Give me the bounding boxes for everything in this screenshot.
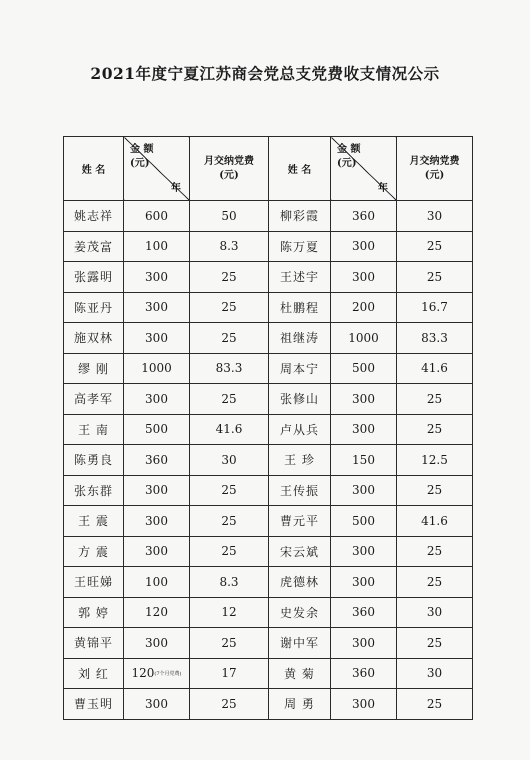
name-cell-text: 施双林 [73,331,113,346]
table-row [64,414,473,445]
monthly-fee-cell-text: 41.6 [421,513,448,528]
name-cell-text: 祖继涛 [279,331,319,346]
name-cell-text: 郭 婷 [78,605,109,620]
amount-cell [331,536,397,567]
name-cell [269,323,331,354]
monthly-fee-cell [190,597,269,628]
table-row [64,353,473,384]
monthly-fee-cell-text: 8.3 [219,574,239,589]
amount-cell-text: 300 [352,483,375,498]
amount-cell [124,353,190,384]
name-cell-text: 黄 菊 [284,666,315,681]
monthly-fee-cell [190,353,269,384]
monthly-fee-cell [397,567,473,598]
name-cell-text: 王旺娣 [73,575,113,590]
amount-cell-text: 300 [145,391,168,406]
monthly-fee-cell [397,231,473,262]
monthly-fee-cell-text: 30 [426,666,443,681]
amount-label: 金 额 [130,144,154,155]
monthly-fee-cell [190,292,269,323]
amount-cell-text: 360 [352,666,375,681]
amount-cell [124,262,190,293]
amount-cell [331,201,397,232]
amount-cell [331,689,397,720]
amount-cell [331,445,397,476]
amount-cell-text: 300 [145,696,168,711]
amount-cell-text: 100 [145,574,168,589]
name-header-left: 姓 名 [64,137,124,201]
name-cell-text: 陈勇良 [73,453,113,468]
amount-cell-text: 360 [352,208,375,223]
table-row [64,689,473,720]
amount-cell [124,567,190,598]
monthly-fee-cell [190,628,269,659]
name-cell-text: 陈万夏 [279,239,319,254]
monthly-fee-cell [190,506,269,537]
amount-cell [124,536,190,567]
amount-cell [124,658,190,689]
name-cell-text: 姚志祥 [73,209,113,224]
name-cell [269,628,331,659]
name-cell [64,475,124,506]
monthly-fee-cell-text: 25 [426,635,443,650]
name-cell-text: 张东群 [73,483,113,498]
monthly-fee-cell-text: 25 [221,635,237,650]
name-cell [64,384,124,415]
monthly-fee-cell-text: 25 [426,574,443,589]
monthly-fee-cell [397,536,473,567]
amount-cell [331,567,397,598]
monthly-fee-cell-text: 25 [221,330,237,345]
monthly-fee-cell [397,689,473,720]
amount-cell-text: 300 [145,513,168,528]
amount-cell-text: 120 [131,666,155,681]
name-cell [64,323,124,354]
name-cell [269,384,331,415]
name-cell [269,689,331,720]
name-cell-text: 宋云斌 [279,544,319,559]
name-cell [269,597,331,628]
monthly-fee-cell-text: 83.3 [421,330,448,345]
monthly-fee-cell [190,323,269,354]
name-cell-text: 高孝军 [73,392,113,407]
name-cell-text: 周本宁 [279,361,319,376]
name-cell [64,597,124,628]
monthly-fee-cell [397,201,473,232]
amount-cell [124,323,190,354]
monthly-unit: (元) [424,169,445,181]
table-row [64,231,473,262]
name-cell-text: 姜茂富 [73,239,113,254]
name-cell [269,353,331,384]
name-cell-text: 缪 刚 [78,361,109,376]
amount-cell [124,384,190,415]
name-cell [269,658,331,689]
monthly-fee-cell [190,536,269,567]
monthly-fee-cell [397,475,473,506]
monthly-fee-cell-text: 50 [221,208,237,223]
monthly-fee-cell [190,445,269,476]
monthly-fee-cell [190,689,269,720]
monthly-fee-cell-text: 25 [221,696,237,711]
amount-cell-text: 100 [145,239,168,254]
amount-cell-text: 500 [352,513,375,528]
amount-cell-text: 360 [145,452,168,467]
monthly-fee-cell [190,475,269,506]
amount-cell-text: 300 [352,544,375,559]
amount-cell [124,689,190,720]
monthly-fee-cell-text: 17 [221,666,237,681]
name-cell [269,506,331,537]
name-cell [269,536,331,567]
name-cell [269,445,331,476]
name-cell-text: 王 南 [78,422,109,437]
monthly-header-right [397,137,473,201]
monthly-header-left [190,137,269,201]
amount-cell-text: 200 [352,300,375,315]
year-label: 年 [171,183,181,194]
amount-cell-text: 600 [145,208,168,223]
table-row [64,597,473,628]
table-row [64,628,473,659]
name-cell [269,262,331,293]
monthly-fee-cell-text: 30 [426,208,443,223]
amount-cell-text: 120 [145,605,168,620]
table-row [64,262,473,293]
amount-cell-text: 300 [352,239,375,254]
monthly-fee-cell-text: 30 [221,452,237,467]
amount-cell [331,292,397,323]
monthly-fee-cell-text: 25 [426,239,443,254]
monthly-fee-cell [190,384,269,415]
monthly-fee-cell-text: 25 [426,483,443,498]
name-cell-text: 刘 红 [78,666,109,681]
page-title: 2021年度宁夏江苏商会党总支党费收支情况公示 [90,64,440,83]
monthly-fee-cell-text: 25 [426,269,443,284]
amount-cell [124,414,190,445]
name-cell-text: 卢从兵 [279,422,319,437]
amount-cell [331,323,397,354]
amount-cell [331,231,397,262]
monthly-fee-cell-text: 25 [221,269,237,284]
monthly-fee-cell [397,445,473,476]
amount-cell [124,597,190,628]
monthly-fee-cell-text: 12 [221,605,237,620]
monthly-fee-cell-text: 83.3 [215,361,243,376]
year-label: 年 [378,183,388,194]
table-row [64,475,473,506]
amount-note: (7个月党费) [154,671,182,678]
amount-cell-text: 300 [352,635,375,650]
amount-cell [331,506,397,537]
name-cell-text: 虎德林 [279,575,319,590]
amount-cell-text: 1000 [348,330,379,345]
name-cell [269,201,331,232]
name-cell [64,445,124,476]
table-row [64,536,473,567]
name-cell [64,506,124,537]
name-cell-text: 杜鹏程 [279,300,319,315]
table-row [64,506,473,537]
amount-cell-text: 300 [352,269,375,284]
monthly-fee-cell [190,262,269,293]
monthly-fee-cell-text: 25 [426,422,443,437]
monthly-fee-cell-text: 30 [426,605,443,620]
amount-cell [331,384,397,415]
table-row [64,292,473,323]
monthly-fee-cell-text: 8.3 [219,239,239,254]
amount-cell-text: 300 [352,391,375,406]
amount-cell-text: 300 [145,544,168,559]
amount-cell [124,628,190,659]
amount-cell [331,353,397,384]
monthly-fee-cell-text: 41.6 [421,361,448,376]
name-cell-text: 张修山 [279,392,319,407]
amount-header-left [124,137,190,201]
name-cell-text: 史发余 [279,605,319,620]
monthly-fee-cell [190,658,269,689]
amount-cell-text: 300 [145,635,168,650]
amount-cell-text: 300 [145,269,168,284]
amount-cell [331,262,397,293]
monthly-fee-cell [190,201,269,232]
name-cell [64,262,124,293]
table-row [64,445,473,476]
name-cell-text: 王传振 [279,483,319,498]
monthly-fee-cell-text: 25 [221,391,237,406]
monthly-fee-cell [190,567,269,598]
name-cell [269,475,331,506]
monthly-fee-cell [397,292,473,323]
monthly-fee-cell [397,353,473,384]
monthly-fee-cell-text: 25 [426,544,443,559]
name-cell-text: 谢中军 [279,636,319,651]
name-cell [64,567,124,598]
monthly-fee-cell-text: 25 [221,483,237,498]
monthly-fee-cell [190,414,269,445]
table-row [64,201,473,232]
amount-cell [331,414,397,445]
monthly-fee-cell-text: 25 [426,696,443,711]
amount-cell [124,506,190,537]
amount-cell [124,231,190,262]
name-cell-text: 张露明 [73,270,113,285]
amount-cell [331,475,397,506]
name-cell-text: 王 震 [78,514,109,529]
amount-cell-text: 300 [352,422,375,437]
name-cell [64,414,124,445]
dues-table [63,136,473,720]
name-header-right: 姓 名 [269,137,331,201]
name-cell-text: 王 珍 [284,453,315,468]
amount-cell [331,658,397,689]
name-cell [269,231,331,262]
name-cell-text: 黄锦平 [73,636,113,651]
name-cell-text: 周 勇 [284,697,315,712]
name-cell [64,658,124,689]
monthly-fee-cell [397,628,473,659]
amount-cell-text: 360 [352,605,375,620]
name-cell [269,292,331,323]
amount-cell-text: 300 [352,574,375,589]
name-cell [64,292,124,323]
monthly-fee-cell [190,231,269,262]
amount-unit: (元) [337,158,357,169]
amount-cell-text: 150 [352,452,375,467]
amount-label: 金 额 [337,144,361,155]
name-cell [269,414,331,445]
amount-cell-text: 1000 [141,361,172,376]
amount-cell [124,445,190,476]
monthly-fee-cell [397,658,473,689]
monthly-fee-cell-text: 16.7 [421,300,448,315]
monthly-fee-cell [397,262,473,293]
name-cell-text: 方 震 [78,544,109,559]
table-row [64,384,473,415]
monthly-fee-cell [397,597,473,628]
name-cell [269,567,331,598]
amount-cell-text: 300 [145,300,168,315]
monthly-fee-cell-text: 41.6 [215,422,243,437]
amount-header-right [331,137,397,201]
name-cell [64,353,124,384]
amount-unit: (元) [130,158,150,169]
monthly-fee-cell [397,414,473,445]
monthly-label: 月交纳党费 [204,155,254,167]
name-cell-text: 曹元平 [279,514,319,529]
name-cell-text: 陈亚丹 [73,300,113,315]
amount-cell-text: 500 [145,422,168,437]
monthly-fee-cell-text: 25 [221,300,237,315]
amount-cell [124,201,190,232]
monthly-fee-cell-text: 12.5 [421,452,448,467]
amount-cell [124,475,190,506]
name-cell [64,201,124,232]
name-cell [64,689,124,720]
table-row [64,567,473,598]
table-row [64,323,473,354]
monthly-label: 月交纳党费 [409,155,460,167]
monthly-fee-cell [397,506,473,537]
amount-cell [331,628,397,659]
name-cell [64,628,124,659]
amount-cell-text: 300 [352,696,375,711]
name-cell-text: 王述宇 [279,270,319,285]
amount-cell-text: 300 [145,330,168,345]
monthly-fee-cell-text: 25 [221,513,237,528]
name-cell [64,231,124,262]
name-cell-text: 柳彩霞 [279,209,319,224]
table-row [64,658,473,689]
name-cell-text: 曹玉明 [73,697,113,712]
name-cell [64,536,124,567]
monthly-fee-cell-text: 25 [426,391,443,406]
header-row [64,137,473,201]
monthly-fee-cell-text: 25 [221,544,237,559]
monthly-unit: (元) [219,169,239,181]
amount-cell-text: 500 [352,361,375,376]
amount-cell-text: 300 [145,483,168,498]
amount-cell [124,292,190,323]
monthly-fee-cell [397,384,473,415]
amount-cell [331,597,397,628]
monthly-fee-cell [397,323,473,354]
